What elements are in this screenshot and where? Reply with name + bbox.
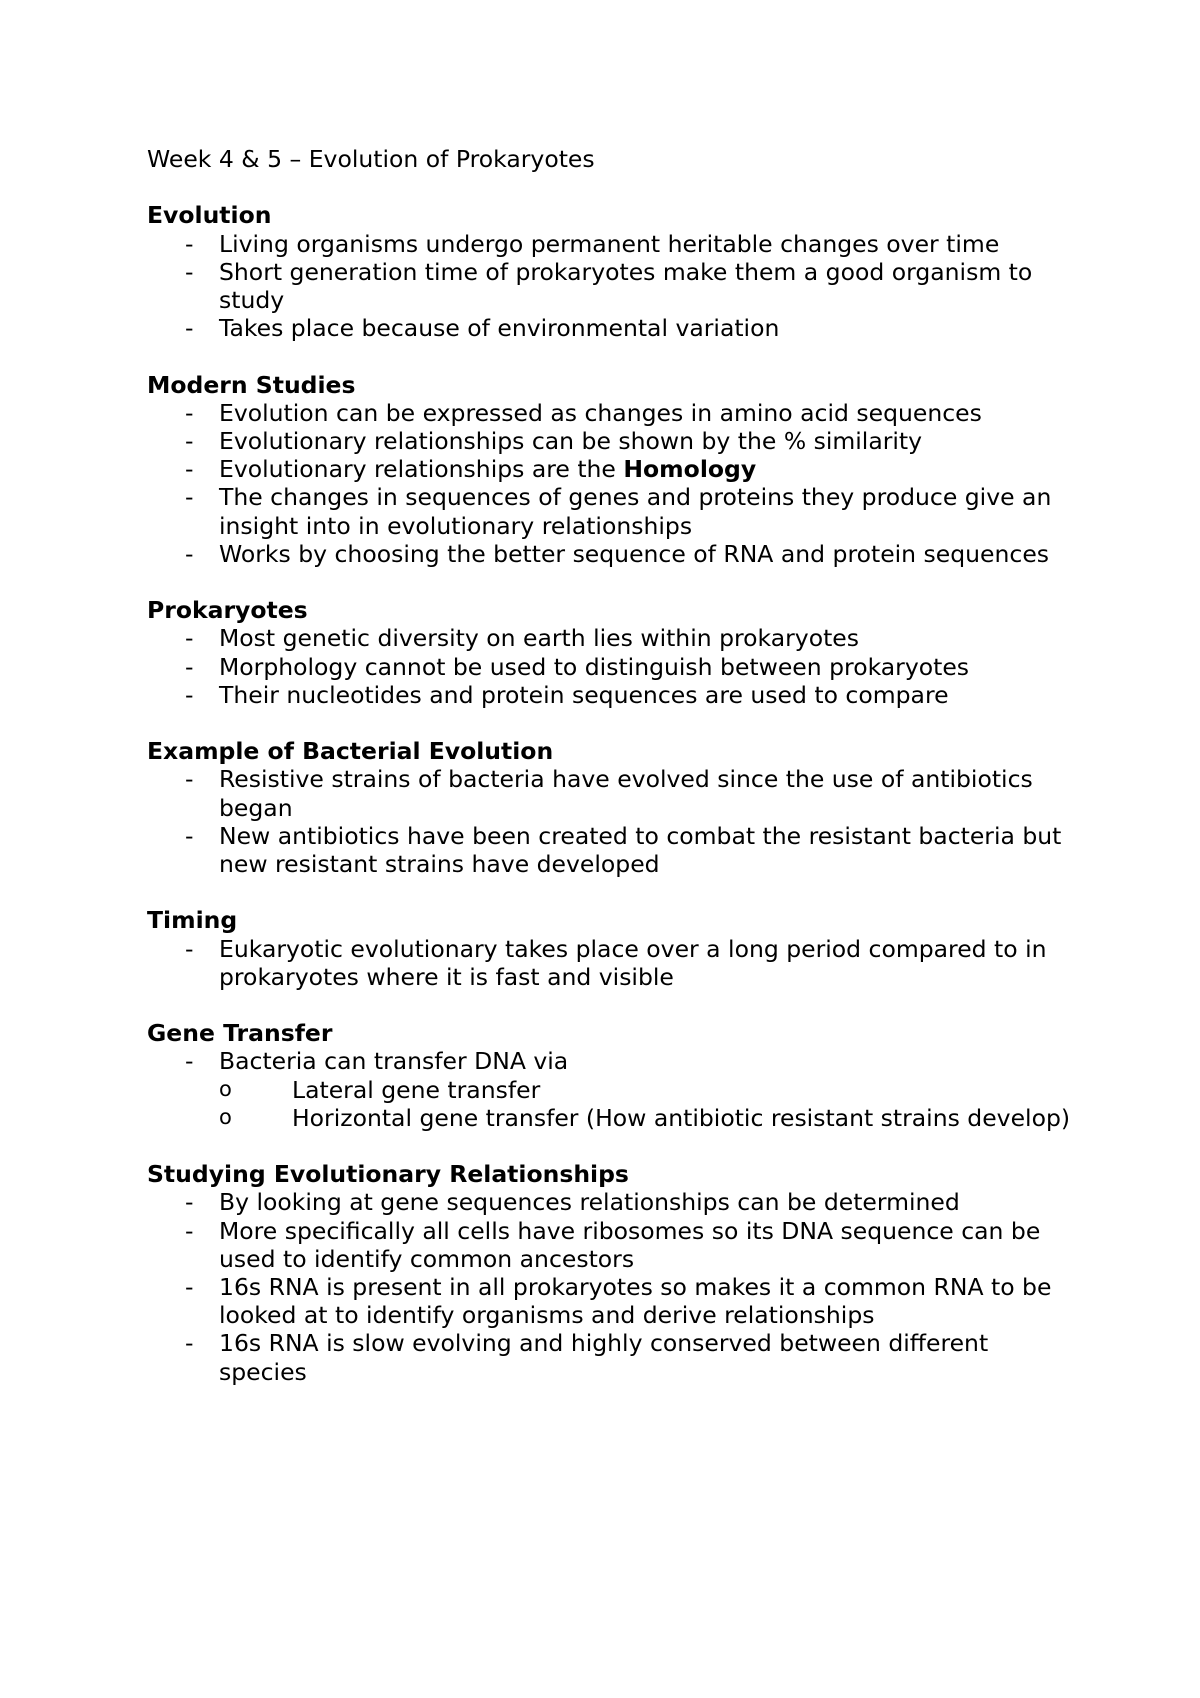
list-item-text: Most genetic diversity on earth lies within prokaryotes	[219, 624, 859, 653]
list-item-text: 16s RNA is slow evolving and highly conserved between different species	[219, 1329, 989, 1386]
bullet-list	[147, 1047, 1077, 1132]
list-item	[147, 258, 1077, 314]
list-item	[147, 455, 1077, 483]
dash-bullet-icon: -	[185, 1216, 194, 1245]
bullet-list	[147, 230, 1077, 343]
section-heading: Example of Bacterial Evolution	[147, 737, 554, 766]
bullet-list	[147, 765, 1077, 878]
list-item	[147, 399, 1077, 427]
list-item	[147, 653, 1077, 681]
dash-bullet-icon: -	[185, 1047, 194, 1076]
list-item-text: Living organisms undergo permanent heritable changes over time	[219, 229, 1000, 258]
list-item	[147, 540, 1077, 568]
list-item-text: Evolutionary relationships are the	[219, 455, 624, 484]
dash-bullet-icon: -	[185, 1188, 194, 1217]
section	[147, 596, 1077, 709]
section-heading: Evolution	[147, 201, 272, 230]
list-item	[147, 1047, 1077, 1132]
list-item-text: New antibiotics have been created to combat the resistant bacteria but new resistant strains have developed	[219, 821, 1062, 879]
list-item	[147, 1188, 1077, 1216]
list-item	[147, 765, 1077, 821]
list-item-text: 16s RNA is present in all prokaryotes so makes it a common RNA to be looked at to identify organisms and derive relationships	[219, 1273, 1052, 1330]
dash-bullet-icon: -	[185, 427, 194, 455]
bold-term: Homology	[623, 455, 757, 484]
list-item-text: Morphology cannot be used to distinguish between prokaryotes	[219, 652, 970, 681]
dash-bullet-icon: -	[185, 257, 194, 286]
list-item-text: Their nucleotides and protein sequences are used to compare	[219, 680, 949, 709]
dash-bullet-icon: -	[185, 652, 194, 681]
list-item	[147, 822, 1077, 878]
dash-bullet-icon: -	[185, 934, 194, 963]
section-heading: Timing	[147, 906, 238, 935]
bullet-list	[147, 399, 1077, 568]
dash-bullet-icon: -	[185, 229, 194, 258]
section	[147, 1019, 1077, 1132]
dash-bullet-icon: -	[185, 765, 194, 794]
list-item-text: Eukaryotic evolutionary takes place over a long period compared to in prokaryotes where it is fast and visible	[219, 934, 1047, 991]
dash-bullet-icon: -	[185, 821, 194, 850]
list-item	[147, 483, 1077, 539]
list-item	[147, 230, 1077, 258]
section	[147, 371, 1077, 568]
list-item-text: Evolution can be expressed as changes in amino acid sequences	[219, 398, 982, 427]
bullet-list	[147, 624, 1077, 709]
list-item-text: Resistive strains of bacteria have evolved since the use of antibiotics began	[219, 765, 1033, 822]
section-heading: Gene Transfer	[147, 1019, 333, 1048]
bullet-list	[147, 935, 1077, 991]
dash-bullet-icon: -	[185, 398, 194, 427]
section	[147, 1160, 1077, 1386]
sections-container	[147, 201, 1077, 1385]
list-item	[147, 314, 1077, 342]
dash-bullet-icon: -	[185, 539, 194, 568]
sub-list-item	[219, 1104, 1077, 1132]
list-item	[147, 1273, 1077, 1329]
sub-bullet-list	[219, 1076, 1077, 1132]
section-heading: Modern Studies	[147, 370, 356, 399]
section-heading: Prokaryotes	[147, 596, 308, 625]
list-item-text: More specifically all cells have ribosomes so its DNA sequence can be used to identify common ancestors	[219, 1216, 1041, 1273]
sub-list-item-text: Horizontal gene transfer (How antibiotic resistant strains develop)	[292, 1103, 1071, 1132]
circle-bullet-icon: o	[219, 1076, 232, 1101]
section	[147, 737, 1077, 878]
list-item-text: Takes place because of environmental variation	[219, 314, 780, 343]
list-item-text: Bacteria can transfer DNA via	[219, 1047, 569, 1076]
bullet-list	[147, 1188, 1077, 1385]
list-item-text: By looking at gene sequences relationships can be determined	[219, 1188, 960, 1217]
list-item	[147, 1329, 1077, 1385]
section-heading: Studying Evolutionary Relationships	[147, 1160, 629, 1189]
list-item-text: The changes in sequences of genes and proteins they produce give an insight into in evolutionary relationships	[219, 483, 1052, 540]
dash-bullet-icon: -	[185, 455, 194, 484]
dash-bullet-icon: -	[185, 624, 194, 653]
list-item-text: Works by choosing the better sequence of RNA and protein sequences	[219, 539, 1050, 568]
list-item	[147, 681, 1077, 709]
section	[147, 201, 1077, 342]
sub-list-item-text: Lateral gene transfer	[292, 1075, 541, 1104]
list-item	[147, 624, 1077, 652]
dash-bullet-icon: -	[185, 483, 194, 512]
dash-bullet-icon: -	[185, 1329, 194, 1358]
document-body	[147, 145, 1077, 1386]
list-item	[147, 935, 1077, 991]
dash-bullet-icon: -	[185, 1273, 194, 1302]
list-item	[147, 427, 1077, 455]
section	[147, 906, 1077, 991]
list-item-text: Evolutionary relationships can be shown by the % similarity	[219, 427, 923, 455]
dash-bullet-icon: -	[185, 314, 194, 343]
sub-list-item	[219, 1076, 1077, 1104]
dash-bullet-icon: -	[185, 680, 194, 709]
circle-bullet-icon: o	[219, 1104, 232, 1129]
document-title: Week 4 & 5 – Evolution of Prokaryotes	[147, 145, 595, 173]
list-item	[147, 1217, 1077, 1273]
list-item-text: Short generation time of prokaryotes make them a good organism to study	[219, 257, 1033, 314]
